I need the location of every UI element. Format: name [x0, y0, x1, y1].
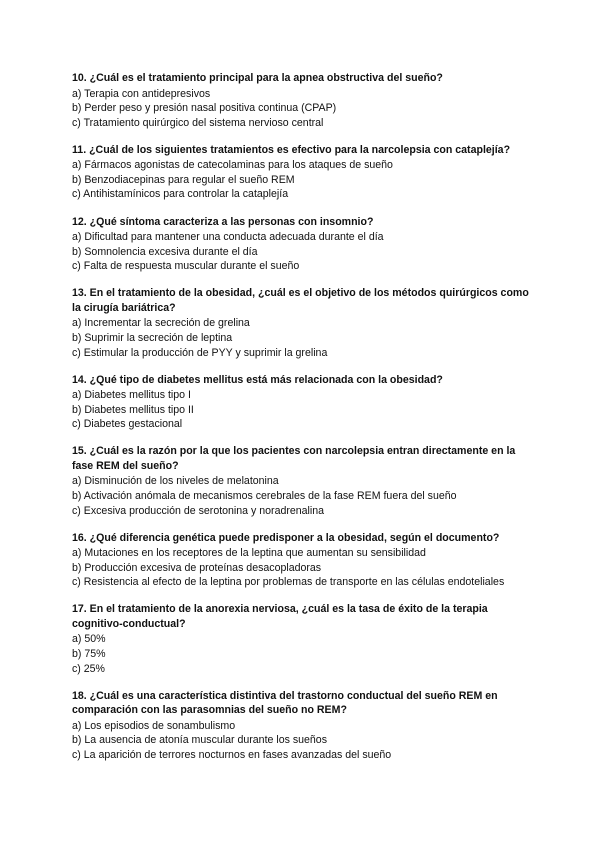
question-17: [72, 602, 532, 676]
option-a: a) 50%: [72, 633, 106, 646]
question-13: [72, 286, 532, 360]
question-title: 12. ¿Qué síntoma caracteriza a las personas con insomnio?: [72, 215, 374, 228]
option-a: a) Disminución de los niveles de melatonina: [72, 475, 279, 488]
option-c: c) Antihistamínicos para controlar la cataplejía: [72, 188, 289, 201]
option-a: a) Fármacos agonistas de catecolaminas para los ataques de sueño: [72, 159, 393, 172]
question-title: 18. ¿Cuál es una característica distintiva del trastorno conductual del sueño REM en comparación con las parasomnias del sueño no REM?: [72, 689, 498, 717]
option-b: b) Activación anómala de mecanismos cerebrales de la fase REM fuera del sueño: [72, 490, 457, 502]
document-page: [72, 71, 532, 775]
question-10: [72, 71, 532, 130]
question-15: [72, 444, 532, 518]
question-11: [72, 143, 532, 202]
question-12: [72, 215, 532, 274]
question-title: 10. ¿Cuál es el tratamiento principal para la apnea obstructiva del sueño?: [72, 72, 443, 84]
option-c: c) 25%: [72, 662, 105, 675]
question-title: 16. ¿Qué diferencia genética puede predisponer a la obesidad, según el documento?: [72, 531, 500, 544]
option-b: b) Somnolencia excesiva durante el día: [72, 245, 258, 258]
option-b: b) 75%: [72, 648, 106, 661]
option-a: a) Incrementar la secreción de grelina: [72, 317, 250, 330]
question-title: 11. ¿Cuál de los siguientes tratamientos es efectivo para la narcolepsia con cataplejía?: [72, 143, 511, 156]
option-b: b) La ausencia de atonía muscular durante los sueños: [72, 734, 328, 747]
option-c: c) Falta de respuesta muscular durante el sueño: [72, 260, 300, 273]
question-18: [72, 689, 532, 763]
question-14: [72, 373, 532, 432]
option-c: c) Resistencia al efecto de la leptina por problemas de transporte en las células endoteliales: [72, 576, 505, 589]
option-a: a) Dificultad para mantener una conducta adecuada durante el día: [72, 231, 384, 244]
option-a: a) Los episodios de sonambulismo: [72, 719, 236, 732]
question-title: 14. ¿Qué tipo de diabetes mellitus está más relacionada con la obesidad?: [72, 373, 443, 386]
option-a: a) Terapia con antidepresivos: [72, 87, 211, 100]
option-a: a) Mutaciones en los receptores de la leptina que aumentan su sensibilidad: [72, 547, 426, 560]
option-a: a) Diabetes mellitus tipo I: [72, 389, 191, 402]
option-b: b) Benzodiacepinas para regular el sueño REM: [72, 173, 295, 186]
question-16: [72, 531, 532, 590]
question-title: 17. En el tratamiento de la anorexia nerviosa, ¿cuál es la tasa de éxito de la terapia cognitivo-conductual?: [72, 603, 488, 630]
question-title: 15. ¿Cuál es la razón por la que los pacientes con narcolepsia entran directamente en la fase REM del sueño?: [72, 445, 516, 472]
option-c: c) Excesiva producción de serotonina y noradrenalina: [72, 504, 325, 517]
option-b: b) Diabetes mellitus tipo II: [72, 403, 194, 416]
option-c: c) Estimular la producción de PYY y suprimir la grelina: [72, 346, 328, 359]
option-c: c) Tratamiento quirúrgico del sistema nervioso central: [72, 116, 324, 129]
option-b: b) Perder peso y presión nasal positiva continua (CPAP): [72, 102, 337, 115]
option-c: c) Diabetes gestacional: [72, 418, 183, 431]
option-b: b) Producción excesiva de proteínas desacopladoras: [72, 561, 322, 574]
question-title: 13. En el tratamiento de la obesidad, ¿cuál es el objetivo de los métodos quirúrgicos como la cirugía bariátrica?: [72, 287, 529, 314]
option-c: c) La aparición de terrores nocturnos en fases avanzadas del sueño: [72, 748, 392, 761]
option-b: b) Suprimir la secreción de leptina: [72, 331, 233, 344]
